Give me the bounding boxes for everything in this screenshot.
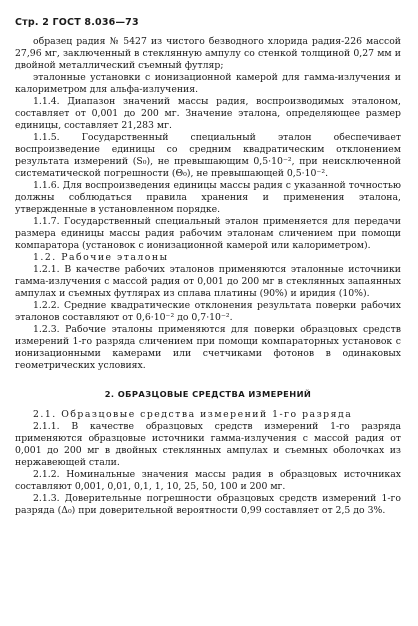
paragraph: 2.1.1. В качестве образцовых средств измерений 1-го разряда применяются образцовые источники гамма-излучения с массой радия от 0,001 до 200 мг в двойных стеклянных ампулах и съемных оболочках из нержавеющей стали. (15, 421, 401, 468)
paragraph: 1.2.3. Рабочие эталоны применяются для поверки образцовых средств измерений 1-го разряда сличением при помощи компараторных установок с ионизационными камерами или счетчиками фотонов в одинаковых геометрических условиях. (15, 324, 401, 371)
paragraph: 2.1.2. Номинальные значения массы радия в образцовых источниках составляют 0,001, 0,01, 0,1, 1, 10, 25, 50, 100 и 200 мг. (15, 469, 401, 492)
paragraph: 1.1.6. Для воспроизведения единицы массы радия с указанной точностью должны соблюдаться правила хранения и применения эталона, утвержденные в установленном порядке. (15, 180, 401, 215)
paragraph: 2.1.3. Доверительные погрешности образцовых средств измерений 1-го разряда (Δ₀) при доверительной вероятности 0,99 составляет от 2,5 до 3%. (15, 493, 401, 516)
paragraph: образец радия № 5427 из чистого безводного хлорида радия-226 массой 27,96 мг, заключенный в стеклянную ампулу со стенкой толщиной 0,27 мм и двойной металлический съемный футляр; (15, 36, 401, 71)
paragraph: 1.1.4. Диапазон значений массы радия, воспроизводимых эталоном, составляет от 0,001 до 200 мг. Значение эталона, определяющее размер единицы, составляет 21,283 мг. (15, 96, 401, 131)
paragraph: эталонные установки с ионизационной камерой для гамма-излучения и калориметром для альфа-излучения. (15, 72, 401, 95)
page-header: Стр. 2 ГОСТ 8.036—73 (15, 17, 139, 28)
paragraph: 1.2.2. Средние квадратические отклонения результата поверки рабочих эталонов составляют от 0,6·10⁻² до 0,7·10⁻². (15, 300, 401, 323)
paragraph: 1.2.1. В качестве рабочих эталонов применяются эталонные источники гамма-излучения с массой радия от 0,001 до 200 мг в стеклянных запаянных ампулах и съемных футлярах из сплава платины (90%) и иридия (10%). (15, 264, 401, 299)
subsection-heading: 1.2. Рабочие эталоны (33, 252, 169, 263)
paragraph: 1.1.7. Государственный специальный эталон применяется для передачи размера единицы массы радия рабочим эталонам сличением при помощи компаратора (установок с ионизационной камерой или калориметром). (15, 216, 401, 251)
paragraph: 1.1.5. Государственный специальный эталон обеспечивает воспроизведение единицы со средним квадратическим отклонением результата измерений (S₀), не превышающим 0,5·10⁻², при неисключенной систематической погрешности (Θ₀), не превышающей 0,5·10⁻². (15, 132, 401, 179)
subsection-heading: 2.1. Образцовые средства измерений 1-го разряда (33, 409, 353, 420)
section-title: 2. ОБРАЗЦОВЫЕ СРЕДСТВА ИЗМЕРЕНИЙ (104, 389, 312, 399)
document-body (15, 36, 401, 517)
